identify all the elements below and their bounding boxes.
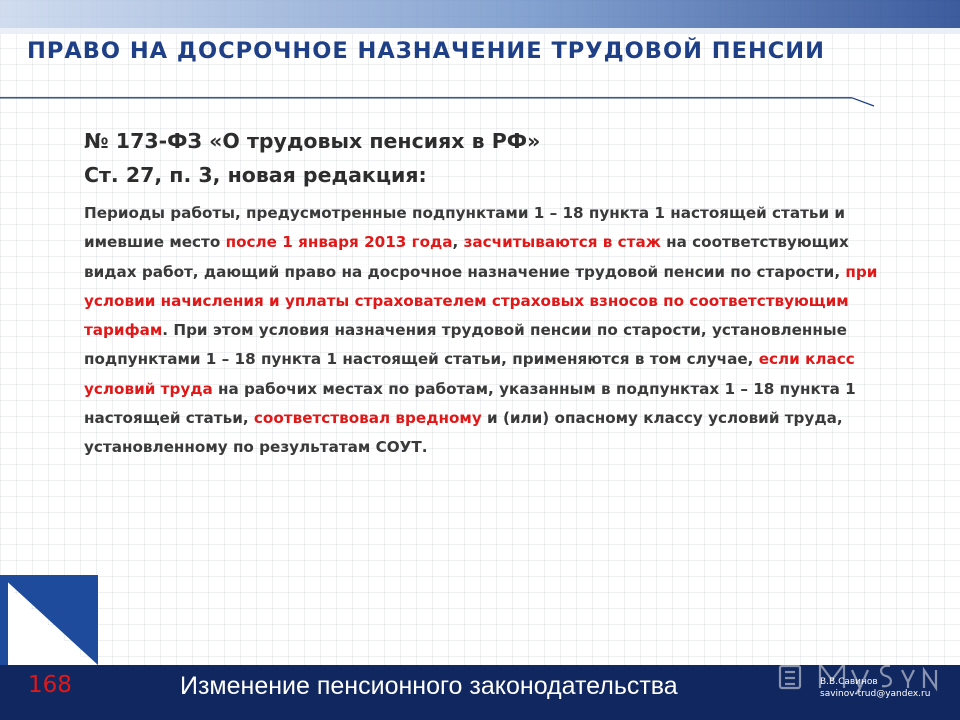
- highlight-text: после 1 января 2013 года: [225, 233, 453, 252]
- body-text: на соответствующих видах работ, дающий право на досрочное назначение трудовой пенсии по старости,: [84, 233, 849, 281]
- highlight-text: соответствовал вредному: [253, 409, 482, 428]
- body-paragraph: [84, 199, 884, 463]
- author-email: savinov-trud@yandex.ru: [820, 689, 931, 699]
- corner-decoration: [0, 575, 110, 675]
- slide-title: ПРАВО НА ДОСРОЧНОЕ НАЗНАЧЕНИЕ ТРУДОВОЙ ПЕНСИИ: [27, 38, 825, 64]
- body-text: и (или) опасному классу условий труда, установленному по результатам СОУТ.: [84, 409, 843, 457]
- body-text: Периоды работы, предусмотренные подпунктами 1 – 18 пункта 1 настоящей статьи и имевшие место: [84, 204, 846, 252]
- body-text: ,: [452, 233, 464, 252]
- body-text: на рабочих местах по работам, указанным в подпунктах 1 – 18 пункта 1 настоящей статьи,: [84, 379, 856, 428]
- author-info: [820, 676, 930, 700]
- page-number: 168: [28, 672, 72, 698]
- highlight-text: засчитываются в стаж: [463, 233, 661, 252]
- body-text: . При этом условия назначения трудовой пенсии по старости, установленные подпунктами 1 – 18 пункта 1 настоящей статьи, применяются в том случае,: [84, 321, 847, 369]
- footer-title: Изменение пенсионного законодательства: [180, 672, 678, 700]
- highlight-text: при условии начисления и уплаты страхователем страховых взносов по соответствующим тарифам: [84, 262, 878, 340]
- author-name: В.В.Савинов: [820, 677, 878, 687]
- law-heading: № 173-ФЗ «О трудовых пенсиях в РФ»: [84, 129, 541, 153]
- slide-content: [84, 124, 884, 463]
- article-heading: Ст. 27, п. 3, новая редакция:: [84, 163, 427, 187]
- title-underline: [0, 97, 960, 109]
- highlight-text: если класс условий труда: [84, 350, 855, 398]
